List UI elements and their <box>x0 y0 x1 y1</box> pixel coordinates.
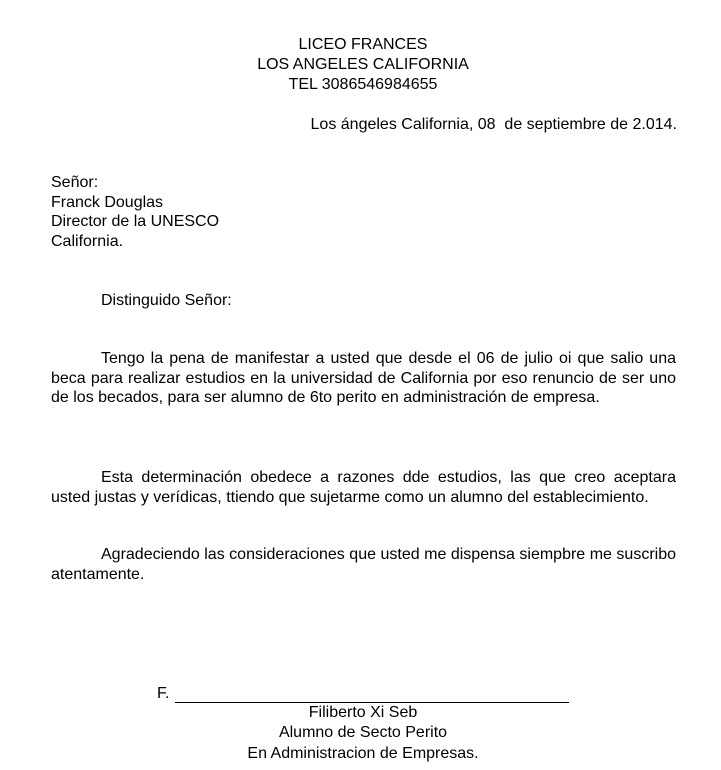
signer-block <box>0 703 721 764</box>
salutation: Distinguido Señor: <box>101 292 232 309</box>
letter-date: Los ángeles California, 08 de septiembre de 2.014. <box>310 116 677 133</box>
school-city: LOS ANGELES CALIFORNIA <box>257 56 469 73</box>
signature-rule <box>175 688 569 703</box>
recipient-greeting: Señor: <box>51 174 99 191</box>
signer-role: Alumno de Secto Perito <box>278 724 448 742</box>
school-name: LICEO FRANCES <box>298 36 428 53</box>
recipient-name: Franck Douglas <box>51 193 164 211</box>
letterhead <box>0 35 721 95</box>
recipient-location: California. <box>51 233 124 251</box>
body-paragraph-2: Esta determinación obedece a razones dde estudios, las que creo aceptara usted justas y verídicas, ttiendo que sujetarme como un alumno del establecimiento. <box>51 469 676 506</box>
signer-name: Filiberto Xi Seb <box>308 704 418 721</box>
signer-program: En Administracion de Empresas. <box>247 744 479 762</box>
signature-line <box>157 683 569 703</box>
recipient-block <box>51 173 219 252</box>
recipient-title: Director de la UNESCO <box>51 213 220 231</box>
school-phone: TEL 3086546984655 <box>288 76 438 93</box>
body-paragraph-3: Agradeciendo las consideraciones que usted me dispensa siempbre me suscribo atentamente. <box>51 546 676 583</box>
body-paragraph-1: Tengo la pena de manifestar a usted que desde el 06 de julio oi que salio una beca para realizar estudios en la universidad de California por eso renuncio de ser uno de los becados, para ser alumno de 6to perito en administración de empresa. <box>51 350 676 406</box>
signature-label: F. <box>157 685 170 702</box>
